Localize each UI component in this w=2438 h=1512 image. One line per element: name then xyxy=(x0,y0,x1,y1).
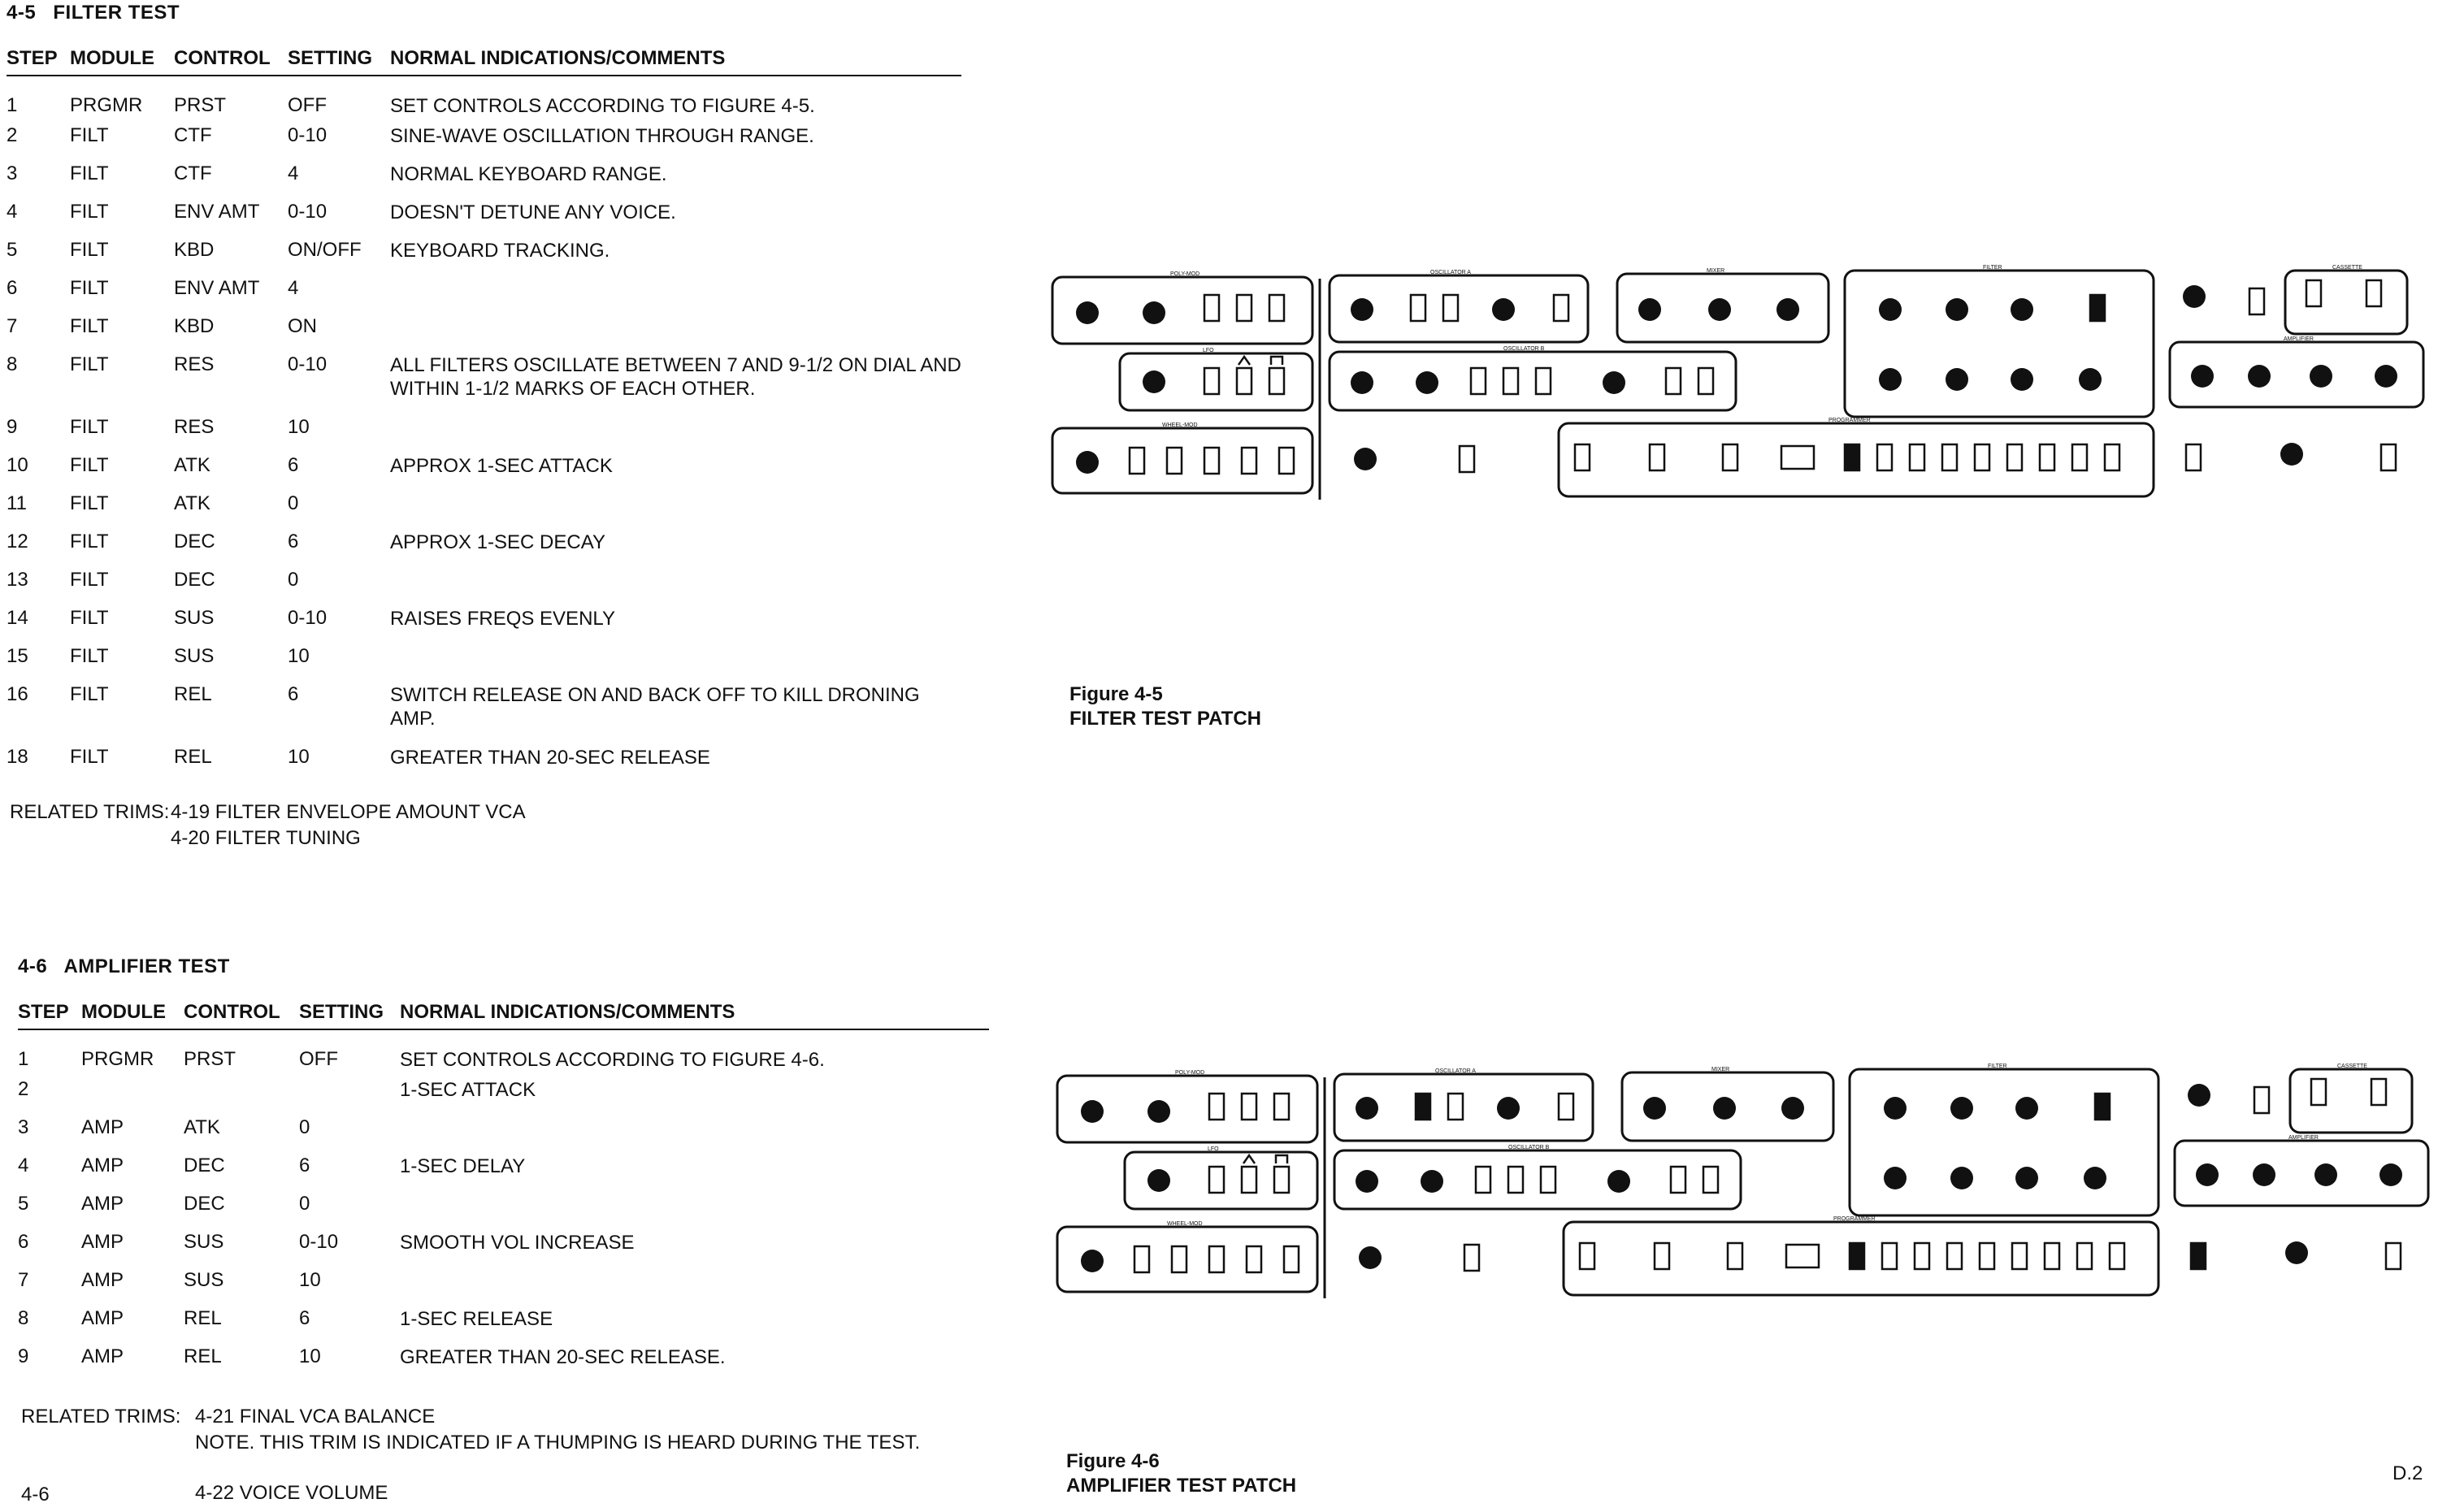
cell-module: FILT xyxy=(70,569,109,591)
amplifier-test-heading: AMPLIFIER TEST xyxy=(63,955,230,977)
master-tune-cassette xyxy=(2188,1064,2412,1133)
cell-comment: GREATER THAN 20-SEC RELEASE xyxy=(390,747,710,769)
filter-test-table xyxy=(7,47,961,784)
cell-comment xyxy=(400,1193,989,1231)
cell-setting: 10 xyxy=(288,416,310,438)
cell-module: FILT xyxy=(70,607,109,629)
cell-module: PRGMR xyxy=(70,94,143,116)
svg-text:OSCILLATOR B: OSCILLATOR B xyxy=(1508,1145,1550,1150)
table-row xyxy=(7,746,961,784)
cell-setting: 0 xyxy=(288,492,299,514)
figure-4-6-panel-diagram xyxy=(1053,1063,2435,1300)
svg-text:WHEEL-MOD: WHEEL-MOD xyxy=(1162,422,1198,428)
cell-step: 1 xyxy=(7,94,18,116)
table-row xyxy=(18,1029,989,1078)
cell-control xyxy=(184,1078,299,1116)
table-row xyxy=(7,683,961,746)
cell-module: FILT xyxy=(70,353,109,375)
cell-setting: 6 xyxy=(288,531,299,552)
table-header-row xyxy=(18,1001,989,1029)
cell-control: REL xyxy=(174,683,212,705)
cell-comment: KEYBOARD TRACKING. xyxy=(390,240,610,262)
cell-setting: 10 xyxy=(299,1345,321,1367)
cell-module: FILT xyxy=(70,683,109,705)
cell-comment: APPROX 1-SEC DECAY xyxy=(390,531,605,553)
filter-module xyxy=(1850,1064,2158,1215)
cell-module: FILT xyxy=(70,124,109,146)
cell-comment xyxy=(390,315,961,353)
cell-setting: 0-10 xyxy=(299,1231,339,1253)
cell-control: PRST xyxy=(174,94,227,116)
cell-step: 4 xyxy=(18,1155,29,1176)
cell-step: 2 xyxy=(7,124,18,146)
cell-control: CTF xyxy=(174,162,212,184)
svg-text:PROGRAMMER: PROGRAMMER xyxy=(1828,418,1871,423)
cell-comment: RAISES FREQS EVENLY xyxy=(390,608,615,630)
svg-text:POLY-MOD: POLY-MOD xyxy=(1170,271,1200,277)
cell-control: RES xyxy=(174,416,215,438)
cell-step: 12 xyxy=(7,531,28,552)
col-header-control: CONTROL xyxy=(184,1001,299,1029)
amplifier-module xyxy=(2175,1135,2428,1206)
svg-text:LFO: LFO xyxy=(1208,1146,1219,1152)
cell-setting: 10 xyxy=(299,1269,321,1291)
cell-step: 9 xyxy=(7,416,18,438)
cell-comment xyxy=(390,277,961,315)
col-header-setting: SETTING xyxy=(288,47,390,76)
svg-text:CASSETTE: CASSETTE xyxy=(2332,265,2362,271)
cell-control: SUS xyxy=(174,645,215,667)
svg-text:OSCILLATOR B: OSCILLATOR B xyxy=(1503,346,1545,352)
figure-4-5-caption xyxy=(1069,682,1261,731)
table-row xyxy=(7,645,961,683)
cell-step: 9 xyxy=(18,1345,29,1367)
cell-control: SUS xyxy=(184,1269,224,1291)
cell-control: ENV AMT xyxy=(174,277,260,299)
cell-comment: 1-SEC RELEASE xyxy=(400,1308,553,1330)
figure-4-6-caption xyxy=(1066,1449,1296,1498)
amplifier-test-table xyxy=(18,1001,989,1384)
col-header-setting: SETTING xyxy=(299,1001,400,1029)
cell-setting xyxy=(299,1078,400,1116)
cell-module: FILT xyxy=(70,201,109,223)
release-volume-tune xyxy=(2191,1241,2401,1269)
cell-setting: OFF xyxy=(288,94,327,116)
cell-module: FILT xyxy=(70,277,109,299)
lfo-module xyxy=(1120,348,1312,410)
amplifier-related-trims-2 xyxy=(195,1480,388,1506)
table-row xyxy=(7,239,961,277)
filter-related-trims xyxy=(10,799,526,851)
table-row xyxy=(7,277,961,315)
cell-control: REL xyxy=(184,1307,222,1329)
cell-module: AMP xyxy=(81,1307,124,1329)
cell-setting: 0-10 xyxy=(288,201,328,223)
filter-module xyxy=(1845,265,2154,417)
cell-step: 5 xyxy=(18,1193,29,1215)
cell-setting: 0-10 xyxy=(288,124,328,146)
cell-module: AMP xyxy=(81,1231,124,1253)
glide-destune xyxy=(1359,1245,1479,1271)
cell-comment: SMOOTH VOL INCREASE xyxy=(400,1232,635,1254)
cell-setting: 0 xyxy=(299,1193,310,1215)
cell-step: 4 xyxy=(7,201,18,223)
cell-setting: ON/OFF xyxy=(288,239,362,261)
amplifier-test-title xyxy=(18,955,230,978)
figure-title: AMPLIFIER TEST PATCH xyxy=(1066,1475,1297,1497)
cell-module: AMP xyxy=(81,1116,124,1138)
cell-step: 8 xyxy=(18,1307,29,1329)
wheel-mod-module xyxy=(1057,1221,1317,1292)
trims-label: RELATED TRIMS: xyxy=(21,1406,181,1428)
svg-text:FILTER: FILTER xyxy=(1983,265,2002,271)
cell-comment: ALL FILTERS OSCILLATE BETWEEN 7 AND 9-1/2 ON DIAL AND WITHIN 1-1/2 MARKS OF EACH OTHER. xyxy=(390,354,961,400)
cell-module: AMP xyxy=(81,1345,124,1367)
table-row xyxy=(7,531,961,569)
trim-item: 4-20 FILTER TUNING xyxy=(171,827,361,849)
svg-text:MIXER: MIXER xyxy=(1707,268,1725,274)
cell-module: FILT xyxy=(70,454,109,476)
cell-module: FILT xyxy=(70,531,109,552)
cell-comment xyxy=(390,645,961,683)
cell-setting: 0-10 xyxy=(288,607,328,629)
cell-comment xyxy=(390,492,961,531)
cell-control: DEC xyxy=(174,569,215,591)
cell-module: FILT xyxy=(70,645,109,667)
cell-module: PRGMR xyxy=(81,1048,154,1070)
filter-test-heading: FILTER TEST xyxy=(53,2,180,24)
table-row xyxy=(7,124,961,162)
cell-comment xyxy=(390,569,961,607)
col-header-comments: NORMAL INDICATIONS/COMMENTS xyxy=(400,1001,989,1029)
table-header-row xyxy=(7,47,961,76)
cell-step: 7 xyxy=(18,1269,29,1291)
trims-label: RELATED TRIMS: xyxy=(10,801,170,823)
col-header-module: MODULE xyxy=(81,1001,184,1029)
cell-step: 13 xyxy=(7,569,28,591)
cell-setting: 10 xyxy=(288,746,310,768)
col-header-module: MODULE xyxy=(70,47,174,76)
figure-title: FILTER TEST PATCH xyxy=(1069,708,1261,730)
svg-text:WHEEL-MOD: WHEEL-MOD xyxy=(1167,1221,1203,1227)
col-header-comments: NORMAL INDICATIONS/COMMENTS xyxy=(390,47,961,76)
cell-setting: 0-10 xyxy=(288,353,328,375)
cell-setting: 10 xyxy=(288,645,310,667)
cell-control: ENV AMT xyxy=(174,201,260,223)
cell-module: AMP xyxy=(81,1155,124,1176)
cell-setting: ON xyxy=(288,315,317,337)
cell-module: FILT xyxy=(70,492,109,514)
oscillator-b-module xyxy=(1334,1145,1741,1209)
cell-control: SUS xyxy=(174,607,215,629)
cell-setting: 6 xyxy=(299,1307,310,1329)
programmer-module xyxy=(1559,418,2154,496)
cell-step: 1 xyxy=(18,1048,29,1070)
amplifier-module xyxy=(2170,336,2423,407)
svg-text:OSCILLATOR A: OSCILLATOR A xyxy=(1435,1068,1476,1074)
cell-module: FILT xyxy=(70,315,109,337)
svg-text:MIXER: MIXER xyxy=(1711,1067,1730,1072)
cell-step: 15 xyxy=(7,645,28,667)
cell-comment: 1-SEC DELAY xyxy=(400,1155,526,1177)
oscillator-a-module xyxy=(1330,270,1588,342)
col-header-step: STEP xyxy=(7,47,70,76)
cell-step: 11 xyxy=(7,492,27,514)
svg-text:POLY-MOD: POLY-MOD xyxy=(1175,1070,1205,1076)
poly-mod-module xyxy=(1052,271,1312,344)
cell-control: RES xyxy=(174,353,215,375)
cell-step: 18 xyxy=(7,746,28,768)
cell-comment: GREATER THAN 20-SEC RELEASE. xyxy=(400,1346,726,1368)
svg-text:AMPLIFIER: AMPLIFIER xyxy=(2288,1135,2319,1141)
cell-module: FILT xyxy=(70,162,109,184)
cell-step: 3 xyxy=(18,1116,29,1138)
cell-setting: 6 xyxy=(299,1155,310,1176)
cell-comment: SET CONTROLS ACCORDING TO FIGURE 4-6. xyxy=(400,1049,825,1071)
cell-comment: SET CONTROLS ACCORDING TO FIGURE 4-5. xyxy=(390,95,815,117)
cell-control: PRST xyxy=(184,1048,236,1070)
cell-control: DEC xyxy=(184,1155,225,1176)
table-row xyxy=(7,416,961,454)
table-row xyxy=(7,454,961,492)
filter-test-number: 4-5 xyxy=(7,2,37,24)
cell-control: ATK xyxy=(184,1116,220,1138)
cell-module: FILT xyxy=(70,239,109,261)
oscillator-a-module xyxy=(1334,1068,1593,1141)
cell-control: KBD xyxy=(174,315,215,337)
svg-text:CASSETTE: CASSETTE xyxy=(2337,1064,2367,1069)
cell-control: REL xyxy=(184,1345,222,1367)
cell-control: ATK xyxy=(174,492,210,514)
amplifier-test-number: 4-6 xyxy=(18,955,48,977)
table-row xyxy=(18,1193,989,1231)
glide-destune xyxy=(1354,446,1474,472)
cell-module: FILT xyxy=(70,416,109,438)
page-number-left: 4-6 xyxy=(21,1484,50,1506)
cell-control: CTF xyxy=(174,124,212,146)
svg-text:LFO: LFO xyxy=(1203,348,1214,353)
amplifier-related-trims xyxy=(21,1404,920,1456)
cell-setting: 6 xyxy=(288,454,299,476)
cell-setting: 0 xyxy=(299,1116,310,1138)
cell-step: 2 xyxy=(18,1078,29,1100)
lfo-module xyxy=(1125,1146,1317,1209)
svg-text:OSCILLATOR A: OSCILLATOR A xyxy=(1430,270,1471,275)
table-row xyxy=(7,162,961,201)
cell-setting: 4 xyxy=(288,277,299,299)
wheel-mod-module xyxy=(1052,422,1312,493)
table-row xyxy=(18,1155,989,1193)
table-row xyxy=(18,1116,989,1155)
table-row xyxy=(18,1231,989,1269)
cell-control: DEC xyxy=(184,1193,225,1215)
table-row xyxy=(18,1345,989,1384)
table-row xyxy=(7,492,961,531)
table-row xyxy=(18,1307,989,1345)
table-row xyxy=(7,315,961,353)
cell-comment xyxy=(400,1116,989,1155)
mixer-module xyxy=(1622,1067,1833,1141)
trim-item: 4-22 VOICE VOLUME xyxy=(195,1482,388,1504)
col-header-step: STEP xyxy=(18,1001,81,1029)
page-number-right: D.2 xyxy=(2392,1462,2423,1484)
cell-step: 14 xyxy=(7,607,28,629)
cell-control: ATK xyxy=(174,454,210,476)
cell-step: 3 xyxy=(7,162,18,184)
poly-mod-module xyxy=(1057,1070,1317,1142)
cell-comment xyxy=(400,1269,989,1307)
cell-control: DEC xyxy=(174,531,215,552)
table-row xyxy=(7,607,961,645)
mixer-module xyxy=(1617,268,1828,342)
cell-step: 6 xyxy=(7,277,18,299)
cell-comment: NORMAL KEYBOARD RANGE. xyxy=(390,163,667,185)
table-row xyxy=(7,76,961,124)
table-row xyxy=(7,201,961,239)
svg-text:PROGRAMMER: PROGRAMMER xyxy=(1833,1216,1876,1222)
cell-step: 10 xyxy=(7,454,28,476)
table-row xyxy=(7,569,961,607)
figure-4-5-panel-diagram xyxy=(1048,264,2430,500)
cell-module: FILT xyxy=(70,746,109,768)
cell-setting: OFF xyxy=(299,1048,338,1070)
cell-module xyxy=(81,1078,184,1116)
cell-control: KBD xyxy=(174,239,215,261)
cell-comment: SINE-WAVE OSCILLATION THROUGH RANGE. xyxy=(390,125,814,147)
cell-step: 5 xyxy=(7,239,18,261)
col-header-control: CONTROL xyxy=(174,47,288,76)
cell-comment: DOESN'T DETUNE ANY VOICE. xyxy=(390,201,676,223)
cell-step: 6 xyxy=(18,1231,29,1253)
programmer-module xyxy=(1564,1216,2158,1295)
cell-step: 16 xyxy=(7,683,28,705)
cell-setting: 4 xyxy=(288,162,299,184)
figure-label: Figure 4-5 xyxy=(1069,683,1163,705)
cell-comment: APPROX 1-SEC ATTACK xyxy=(390,455,613,477)
oscillator-b-module xyxy=(1330,346,1736,410)
svg-text:FILTER: FILTER xyxy=(1988,1064,2007,1069)
cell-step: 7 xyxy=(7,315,18,337)
filter-test-title xyxy=(7,2,180,24)
cell-comment: SWITCH RELEASE ON AND BACK OFF TO KILL DRONING AMP. xyxy=(390,684,920,730)
table-row xyxy=(7,353,961,416)
cell-comment xyxy=(390,416,961,454)
cell-comment: 1-SEC ATTACK xyxy=(400,1079,536,1101)
trim-note: NOTE. THIS TRIM IS INDICATED IF A THUMPING IS HEARD DURING THE TEST. xyxy=(195,1432,921,1454)
cell-control: REL xyxy=(174,746,212,768)
svg-text:AMPLIFIER: AMPLIFIER xyxy=(2284,336,2314,342)
cell-module: AMP xyxy=(81,1269,124,1291)
release-volume-tune xyxy=(2186,443,2396,470)
cell-module: AMP xyxy=(81,1193,124,1215)
trim-item: 4-19 FILTER ENVELOPE AMOUNT VCA xyxy=(171,801,526,823)
cell-setting: 0 xyxy=(288,569,299,591)
table-row xyxy=(18,1078,989,1116)
figure-label: Figure 4-6 xyxy=(1066,1450,1160,1472)
table-row xyxy=(18,1269,989,1307)
master-tune-cassette xyxy=(2183,265,2407,334)
cell-step: 8 xyxy=(7,353,18,375)
trim-item: 4-21 FINAL VCA BALANCE xyxy=(195,1406,436,1428)
cell-setting: 6 xyxy=(288,683,299,705)
cell-control: SUS xyxy=(184,1231,224,1253)
